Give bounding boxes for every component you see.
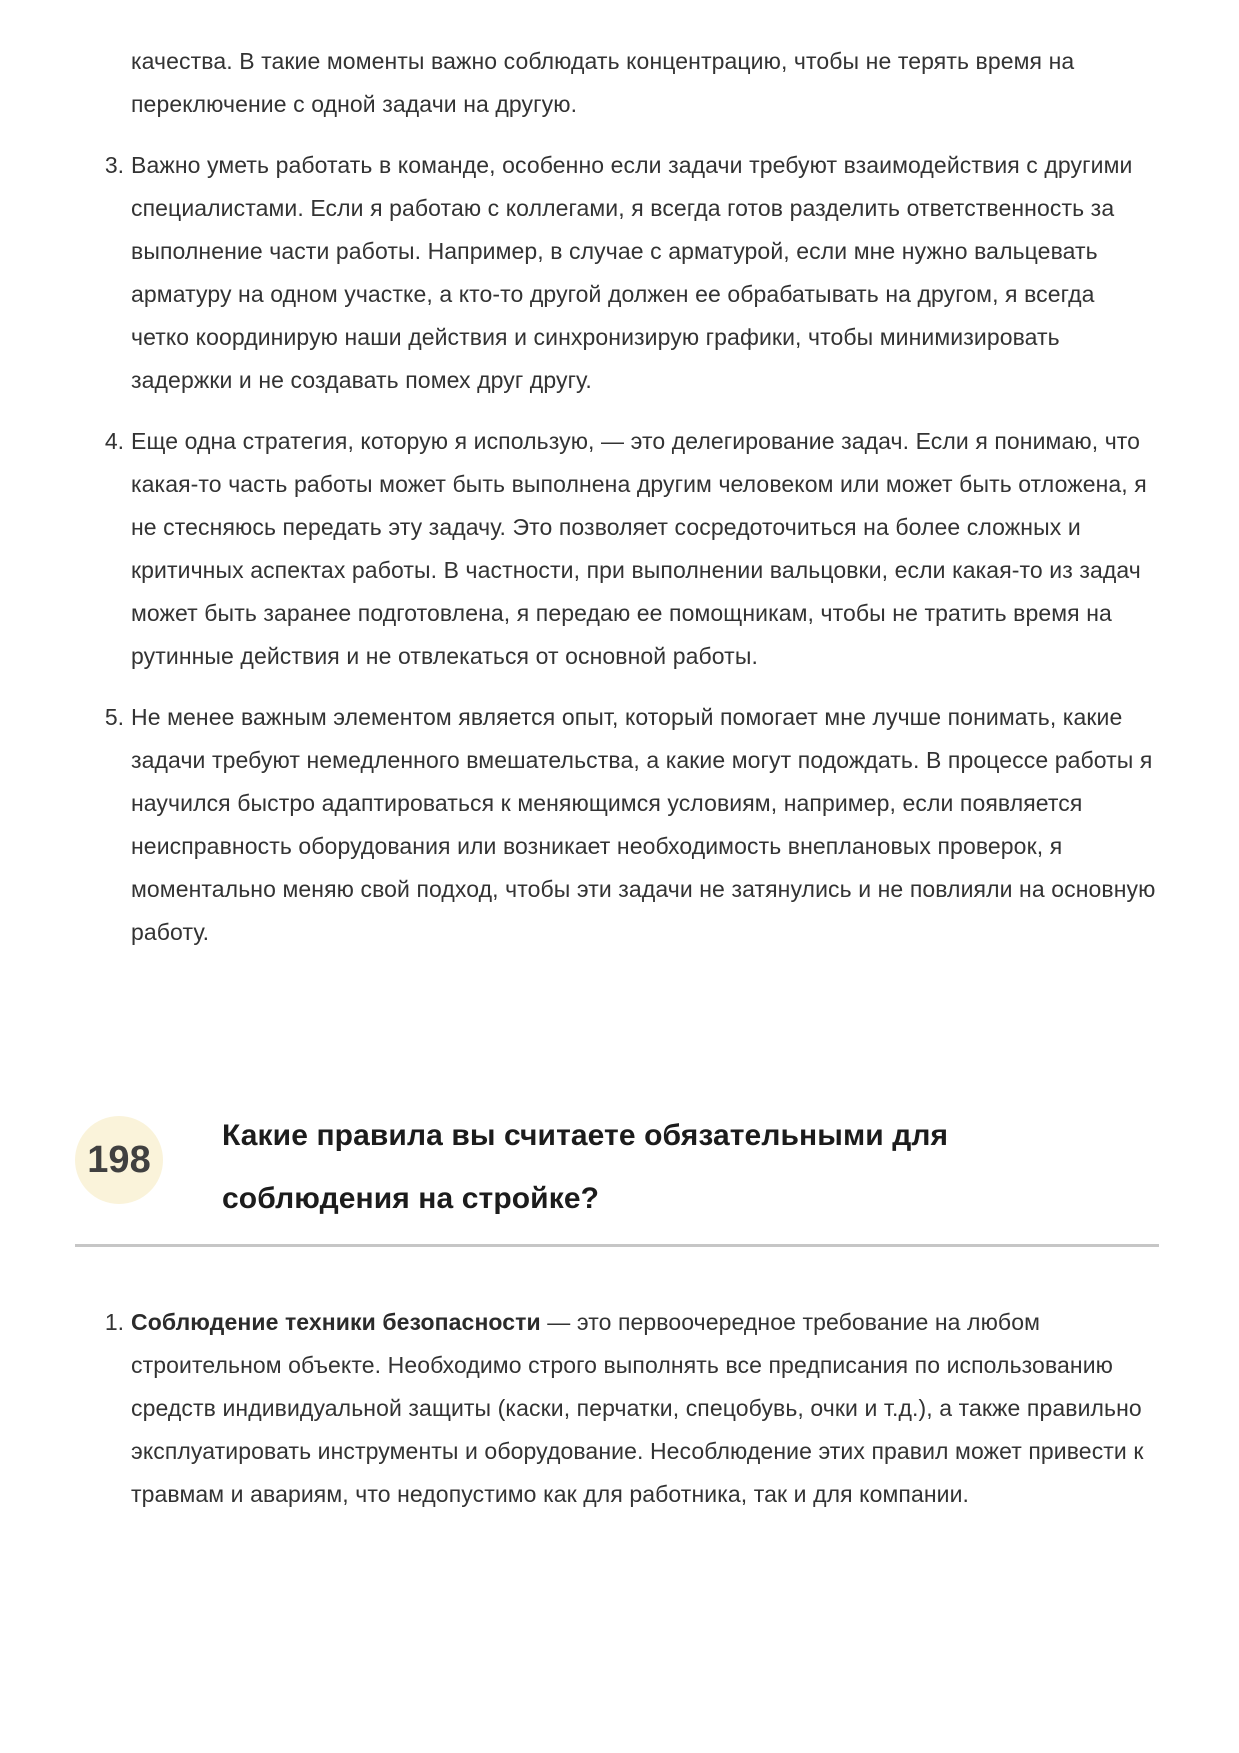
question-title: Какие правила вы считаете обязательными для соблюдения на стройке? [222,1119,949,1215]
list-item-text: Еще одна стратегия, которую я использую, — это делегирование задач. Если я понимаю, что какая-то часть работы может быть выполнена другим человеком или может быть отложена, я не стесняюсь передать эту задачу. Это позволяет сосредоточиться на более сложных и критичных аспектах работы. В частности, при выполнении вальцовки, если какая-то из задач может быть заранее подготовлена, я передаю ее помощникам, чтобы не тратить время на рутинные действия и не отвлекаться от основной работы. [131,428,1147,669]
list-item-number: 4. [104,428,124,454]
answer-item-text [131,1301,1159,1516]
list-item-number: 3. [104,152,124,178]
list-item-text: Важно уметь работать в команде, особенно если задачи требуют взаимодействия с другими специалистами. Если я работаю с коллегами, я всегда готов разделить ответственность за выполнение части работы. Например, в случае с арматурой, если мне нужно вальцевать арматуру на одном участке, а кто-то другой должен ее обрабатывать на другом, я всегда четко координирую наши действия и синхронизирую графики, чтобы минимизировать задержки и не создавать помех друг другу. [131,152,1133,393]
body-text-continuation: качества. В такие моменты важно соблюдать концентрацию, чтобы не терять время на переключение с одной задачи на другую. [131,48,1075,117]
answer-list [104,1301,1159,1516]
answer-lead-bold: Соблюдение техники безопасности [131,1309,541,1335]
list-item [104,144,1159,402]
list-item [104,696,1159,954]
question-number-badge: 198 [75,1116,163,1204]
section-divider [75,1244,1159,1247]
answer-item-number: 1. [104,1309,124,1335]
answer-body-text: — это первоочередное требование на любом строительном объекте. Необходимо строго выполнять все предписания по использованию средств индивидуальной защиты (каски, перчатки, спецобувь, очки и т.д.), а также правильно эксплуатировать инструменты и оборудование. Несоблюдение этих правил может привести к травмам и авариям, что недопустимо как для работника, так и для компании. [131,1309,1144,1507]
question-header [75,1104,1159,1230]
list-item-text: Не менее важным элементом является опыт, который помогает мне лучше понимать, какие задачи требуют немедленного вмешательства, а какие могут подождать. В процессе работы я научился быстро адаптироваться к меняющимся условиям, например, если появляется неисправность оборудования или возникает необходимость внеплановых проверок, я моментально меняю свой подход, чтобы эти задачи не затянулись и не повлияли на основную работу. [131,704,1156,945]
list-item [104,420,1159,678]
list-item-number: 5. [104,704,124,730]
answer-item [104,1301,1159,1516]
numbered-list [104,144,1159,954]
